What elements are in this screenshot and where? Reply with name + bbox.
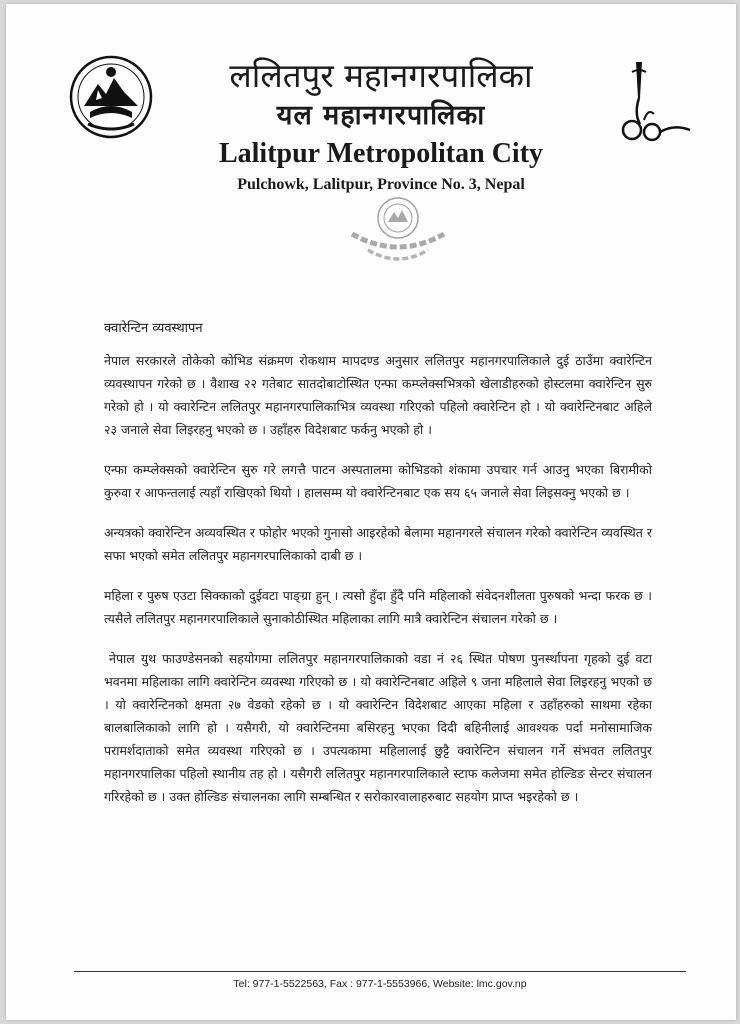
paragraph-1: नेपाल सरकारले तोकेको कोभिड संक्रमण रोकथाम मापदण्ड अनुसार ललितपुर महानगरपालिकाले दुई ठाउँमा क्वारेन्टिन व्यवस्थापन गरेको छ । वैशाख २२ गतेबाट सातदोबाटोस्थित एन्फा कम्प्लेक्सभित्रको खेलाडीहरुको होस्टलमा क्वारेन्टिन सुरु गरेको हो । यो क्वारेन्टिन ललितपुर महानगरपालिकाभित्र व्यवस्था गरिएको पहिलो क्वारेन्टिन हो । यो क्वारेन्टिनबाट अहिले २३ जनाले सेवा लिइरहनु भएको छ । उहाँहरु विदेशबाट फर्कनु भएको हो । (104, 353, 652, 437)
nepal-emblem-icon (68, 54, 154, 140)
footer-divider (74, 971, 686, 972)
address: Pulchowk, Lalitpur, Province No. 3, Nepal (237, 176, 525, 193)
lalitpur-symbol-icon (614, 58, 696, 148)
document-heading: क्वारेन्टिन व्यवस्थापन (104, 321, 203, 336)
title-nepali: ललितपुर महानगरपालिका (229, 56, 533, 95)
document-body (104, 349, 652, 825)
paragraph-5: नेपाल युथ फाउण्डेसनको सहयोगमा ललितपुर महानगरपालिकाको वडा नं २६ स्थित पोषण पुनर्स्थापना गृहको दुई वटा भवनमा महिलाका लागि क्वारेन्टिन व्यवस्था गरिएको छ । यो क्वारेन्टिनबाट अहिले ९ जना महिलाले सेवा लिइरहनु भएको छ । यो क्वारेन्टिनको क्षमता २७ वेडको रहेको छ । यो क्वारेन्टिन विदेशबाट आएका महिला र उहाँहरुको साथमा रहेका बालबालिकाको लागि हो । यसैगरी, यो क्वारेन्टिनमा बसिरहनु भएका दिदी बहिनीलाई आवश्यक पर्दा मनोसामाजिक परामर्शदाताको समेत व्यवस्था गरिएको छ । उपत्यकामा महिलालाई छुट्टै क्वारेन्टिन संचालन गर्ने संभवत ललितपुर महानगरपालिका पहिलो स्थानीय तह हो । यसैगरी ललितपुर महानगरपालिकाले स्टाफ कलेजमा समेत होल्डिङ सेन्टर संचालन गरिरहेको छ । उक्त होल्डिङ संचालनका लागि सम्बन्धित र सरोकारवालाहरुबाट सहयोग प्राप्त भइरहेको छ । (104, 651, 652, 804)
title-newa: यल महानगरपालिका (276, 100, 486, 131)
title-english: Lalitpur Metropolitan City (218, 138, 544, 169)
letter-page (6, 4, 736, 1020)
footer-contact: Tel: 977-1-5522563, Fax : 977-1-5553966, Website: lmc.gov.np (233, 978, 527, 990)
paragraph-2: एन्फा कम्प्लेक्सको क्वारेन्टिन सुरु गरे लगत्तै पाटन अस्पतालमा कोभिडको शंकामा उपचार गर्न आउनु भएका बिरामीको कुरुवा र आफन्तलाई त्यहाँ राखिएको थियो । हालसम्म यो क्वारेन्टिनबाट एक सय ६५ जनाले सेवा लिइसक्नु भएको छ । (104, 462, 652, 500)
paragraph-3: अन्यत्रको क्वारेन्टिन अव्यवस्थित र फोहोर भएको गुनासो आइरहेको बेलामा महानगरले संचालन गरेको क्वारेन्टिन व्यवस्थित र सफा भएको समेत ललितपुर महानगरपालिकाको दाबी छ । (104, 525, 652, 563)
paragraph-4: महिला र पुरुष एउटा सिक्काको दुईवटा पाङ्ग्रा हुन् । त्यसो हुँदा हुँदै पनि महिलाको संवेदनशीलता पुरुषको भन्दा फरक छ । त्यसैले ललितपुर महानगरपालिकाले सुनाकोठीस्थित महिलाका लागि मात्रै क्वारेन्टिन संचालन गरेको छ । (104, 588, 652, 626)
office-seal-icon (346, 190, 450, 268)
